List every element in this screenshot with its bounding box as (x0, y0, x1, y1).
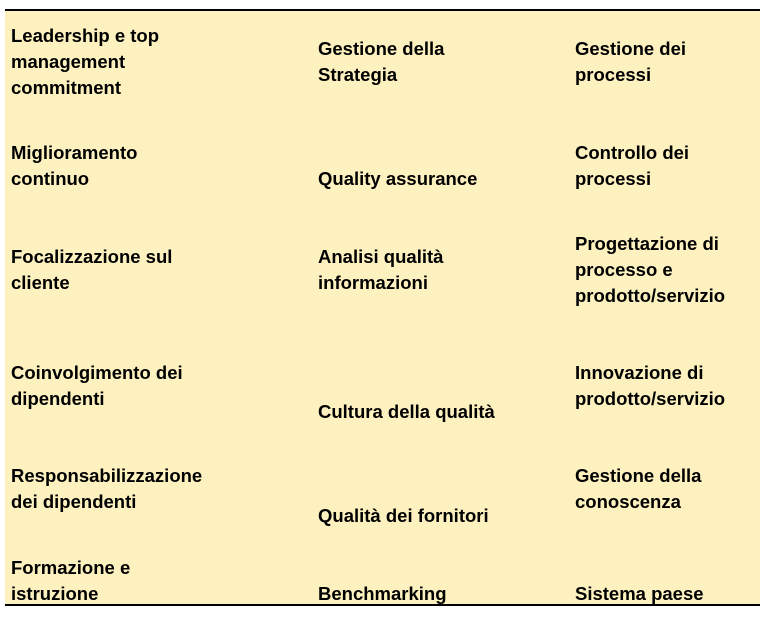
table-cell-col3-row2: Controllo dei processi (575, 142, 690, 189)
table-cell-col1-row2: Miglioramento continuo (11, 142, 138, 189)
table-cell-col2-row6: Benchmarking (318, 583, 447, 604)
table-cell-col1-row6: Formazione e istruzione (11, 557, 131, 604)
table-cell-col1-row5: Responsabilizzazione dei dipendenti (11, 465, 203, 512)
table-cell-col2-row2: Quality assurance (318, 168, 478, 189)
table-cell-col3-row1: Gestione dei processi (575, 38, 687, 85)
table-cell-col2-row4: Cultura della qualità (318, 401, 495, 422)
table-cell-col2-row5: Qualità dei fornitori (318, 505, 489, 526)
table-cell-col1-row3: Focalizzazione sul cliente (11, 246, 173, 293)
table-cell-col3-row4: Innovazione di prodotto/servizio (575, 362, 726, 409)
table-cell-col2-row1: Gestione della Strategia (318, 38, 445, 85)
table-cell-col2-row3: Analisi qualità informazioni (318, 246, 444, 293)
table-cell-col3-row3: Progettazione di processo e prodotto/servizio (575, 233, 726, 306)
table-cell-col3-row6: Sistema paese (575, 583, 704, 604)
table-cell-col1-row4: Coinvolgimento dei dipendenti (11, 362, 183, 409)
table-cell-col3-row5: Gestione della conoscenza (575, 465, 702, 512)
table-cell-col1-row1: Leadership e top management commitment (11, 25, 160, 98)
